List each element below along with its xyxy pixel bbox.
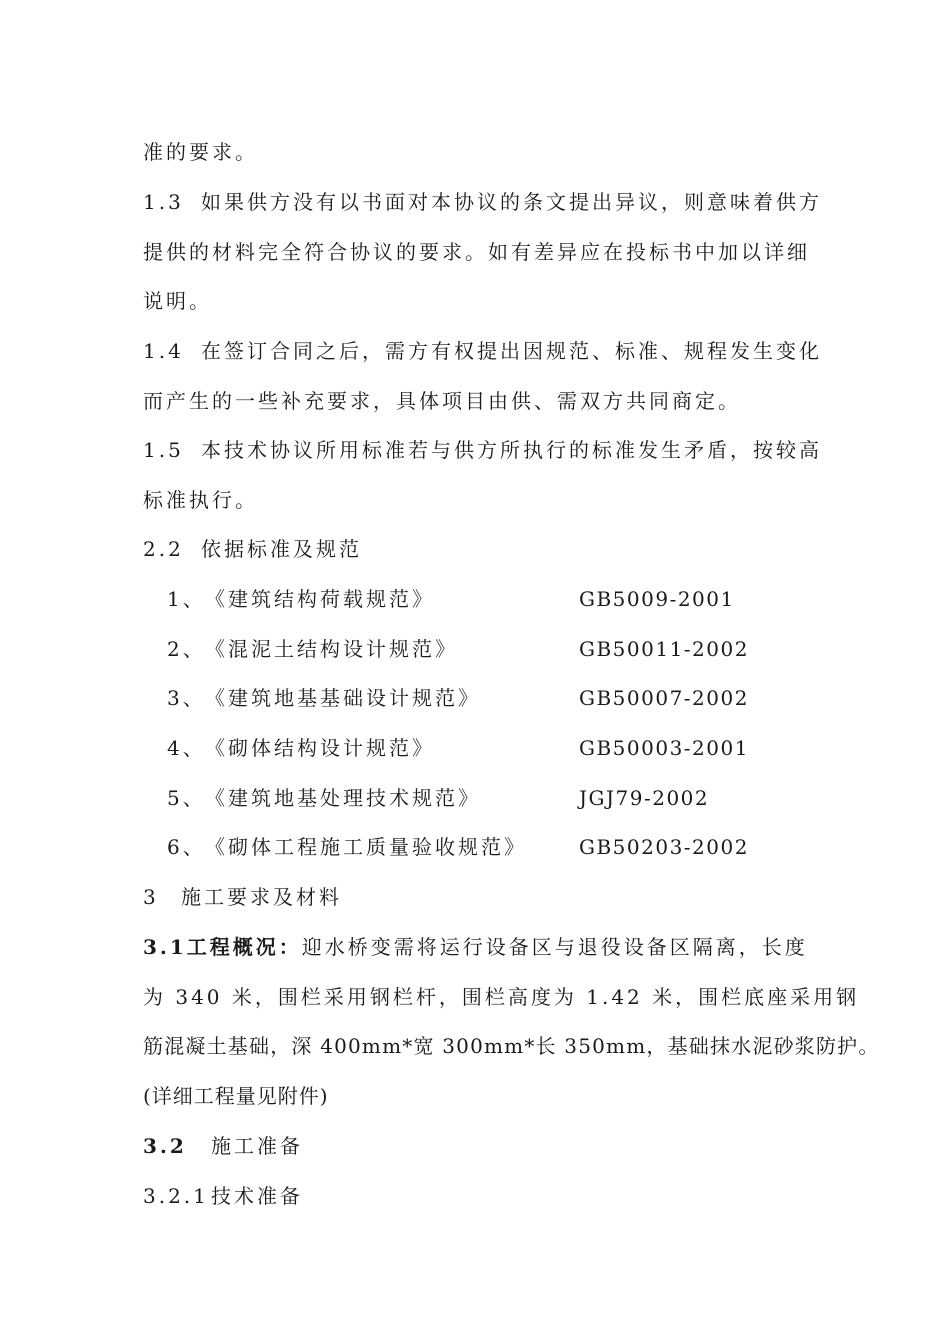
- paragraph-line: [143, 288, 212, 314]
- standard-code: JGJ79-2002: [579, 786, 710, 810]
- standard-index: 5、: [167, 786, 206, 810]
- standard-title: 《砌体工程施工质量验收规范》: [205, 835, 527, 859]
- standard-row: [0, 586, 950, 612]
- section-3-2-heading: [143, 1133, 303, 1159]
- paragraph-line: [143, 388, 741, 414]
- line-text: 而产生的一些补充要求，具体项目由供、需双方共同商定。: [143, 389, 741, 413]
- clause-text: 本技术协议所用标准若与供方所执行的标准发生矛盾，按较高: [201, 438, 822, 462]
- line-text: 标准执行。: [143, 488, 258, 512]
- line-text: 准的要求。: [143, 140, 258, 164]
- section-title: 施工要求及材料: [181, 885, 342, 909]
- clause-number: 1.4: [143, 339, 184, 363]
- overview-label: 3.1工程概况：: [143, 935, 302, 959]
- section-number: 3: [143, 885, 159, 909]
- standard-code: GB50203-2002: [579, 835, 749, 859]
- standard-row: [0, 636, 950, 662]
- clause-1-3: [143, 189, 822, 215]
- standard-index: 4、: [167, 736, 206, 760]
- clause-number: 1.3: [143, 190, 184, 214]
- line-text: (详细工程量见附件): [143, 1084, 329, 1108]
- standard-index: 1、: [167, 587, 206, 611]
- standard-code: GB50011-2002: [579, 637, 749, 661]
- section-number: 3.2: [143, 1134, 187, 1158]
- section-title: 技术准备: [211, 1184, 303, 1208]
- standard-code: GB5009-2001: [579, 587, 735, 611]
- standard-code: GB50007-2002: [579, 686, 749, 710]
- standard-row: [0, 834, 950, 860]
- standard-index: 2、: [167, 637, 206, 661]
- line-text: 为 340 米，围栏采用钢栏杆，围栏高度为 1.42 米，围栏底座采用钢: [143, 985, 860, 1009]
- section-title: 施工准备: [211, 1134, 303, 1158]
- standard-row: [0, 735, 950, 761]
- paragraph-line: [143, 1033, 880, 1059]
- paragraph-line: [143, 487, 258, 513]
- standard-code: GB50003-2001: [579, 736, 749, 760]
- clause-number: 1.5: [143, 438, 184, 462]
- section-title: 依据标准及规范: [201, 537, 362, 561]
- paragraph-line: [143, 239, 810, 265]
- overview-text: 迎水桥变需将运行设备区与退役设备区隔离，长度: [301, 935, 808, 959]
- standard-index: 6、: [167, 835, 206, 859]
- section-2-2-heading: [143, 536, 362, 562]
- standard-title: 《混泥土结构设计规范》: [205, 637, 458, 661]
- paragraph-line: [143, 139, 258, 165]
- clause-text: 在签订合同之后，需方有权提出因规范、标准、规程发生变化: [201, 339, 822, 363]
- clause-1-5: [143, 437, 822, 463]
- standard-row: [0, 785, 950, 811]
- line-text: 说明。: [143, 289, 212, 313]
- standard-index: 3、: [167, 686, 206, 710]
- section-number: 3.2.1: [143, 1184, 209, 1208]
- paragraph-line: [143, 1083, 329, 1109]
- standard-title: 《砌体结构设计规范》: [205, 736, 435, 760]
- clause-text: 如果供方没有以书面对本协议的条文提出异议，则意味着供方: [201, 190, 822, 214]
- standard-title: 《建筑结构荷载规范》: [205, 587, 435, 611]
- standard-title: 《建筑地基基础设计规范》: [205, 686, 481, 710]
- section-3-2-1-heading: [143, 1183, 303, 1209]
- overview-line: [143, 934, 808, 960]
- standard-title: 《建筑地基处理技术规范》: [205, 786, 481, 810]
- clause-1-4: [143, 338, 822, 364]
- line-text: 提供的材料完全符合协议的要求。如有差异应在投标书中加以详细: [143, 240, 810, 264]
- line-text: 筋混凝土基础，深 400mm*宽 300mm*长 350mm，基础抹水泥砂浆防护。: [143, 1034, 880, 1058]
- section-number: 2.2: [143, 537, 184, 561]
- standard-row: [0, 685, 950, 711]
- section-3-heading: [143, 884, 342, 910]
- paragraph-line: [143, 984, 859, 1010]
